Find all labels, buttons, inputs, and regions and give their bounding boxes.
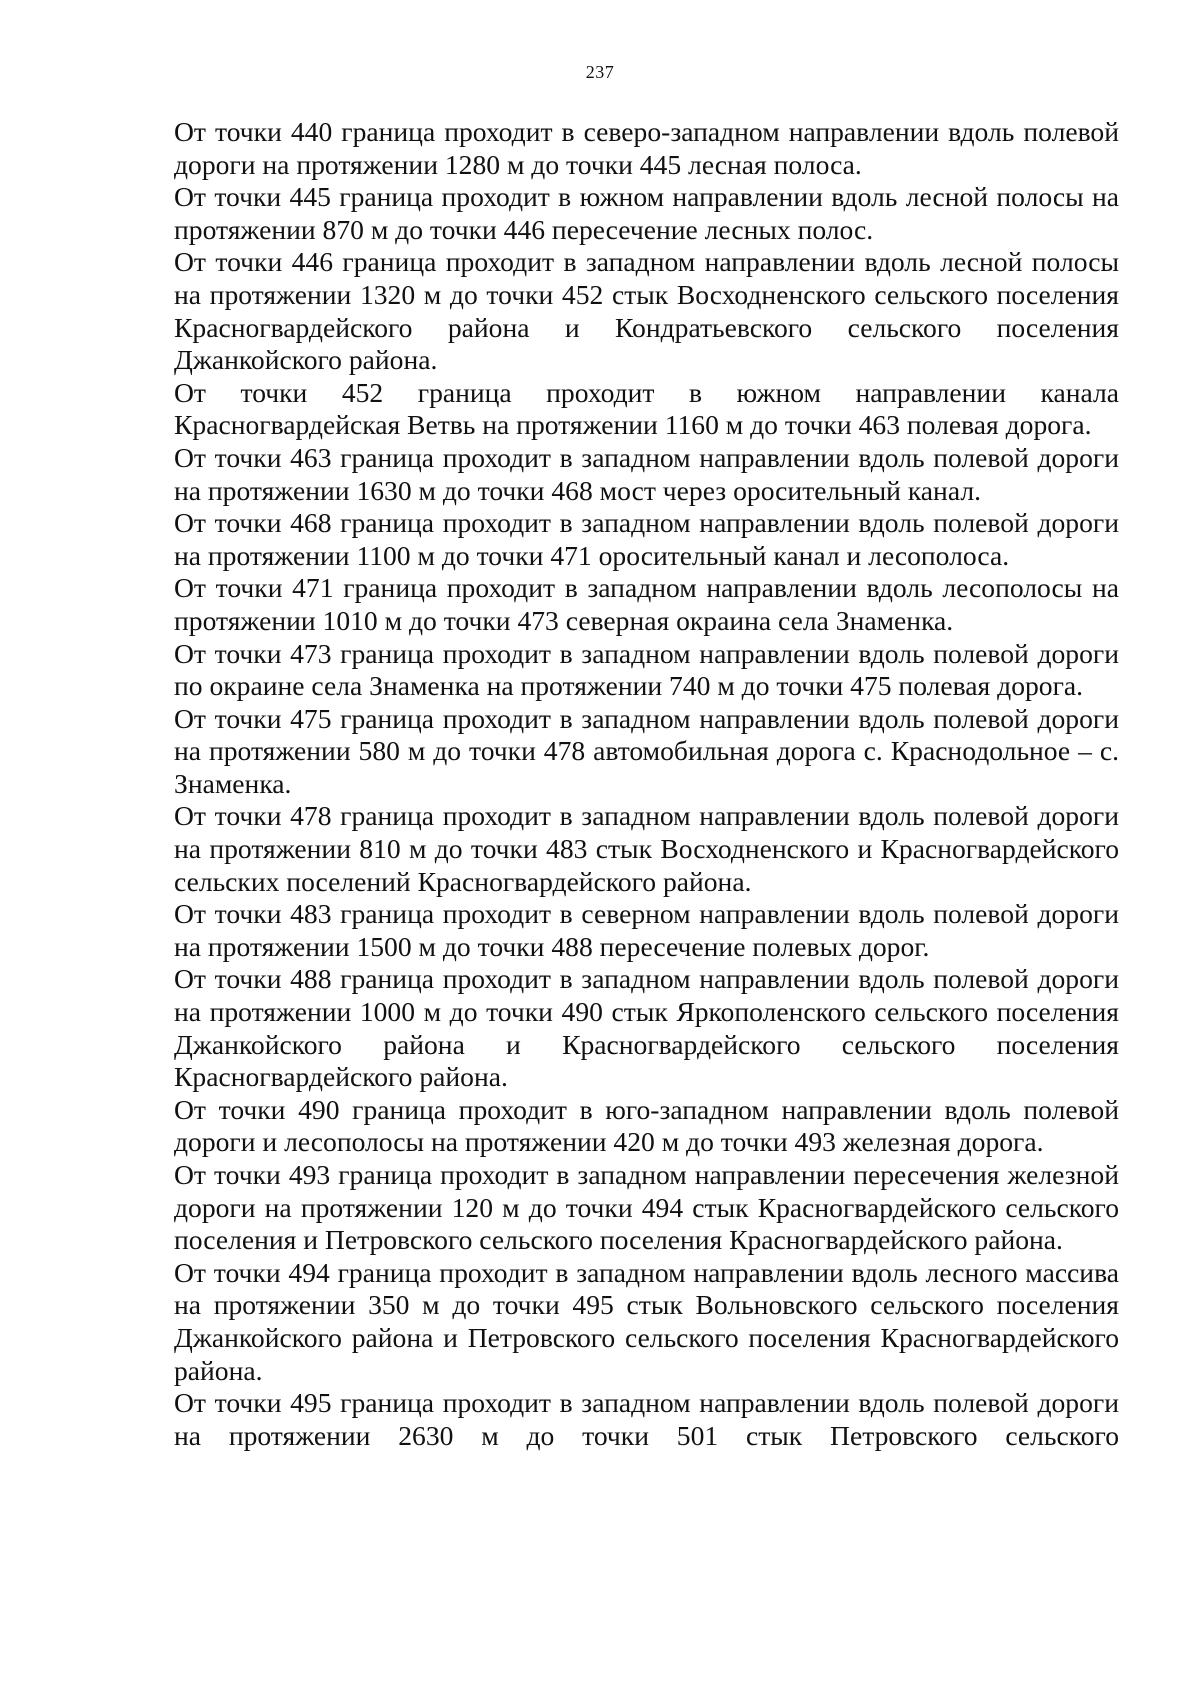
paragraph: От точки 471 граница проходит в западном направлении вдоль лесополосы на протяжении 1010 м до точки 473 северная окраина села Знаменка. (174, 572, 1119, 636)
paragraph: От точки 473 граница проходит в западном направлении вдоль полевой дороги по окраине села Знаменка на протяжении 740 м до точки 475 полевая дорога. (174, 637, 1119, 702)
paragraph: От точки 440 граница проходит в северо-западном направлении вдоль полевой дороги на протяжении 1280 м до точки 445 лесная полоса. (174, 116, 1119, 180)
paragraph: От точки 475 граница проходит в западном направлении вдоль полевой дороги на протяжении 580 м до точки 478 автомобильная дорога с. Краснодольное – с. Знаменка. (174, 702, 1119, 799)
paragraph: От точки 494 граница проходит в западном направлении вдоль лесного массива на протяжении 350 м до точки 495 стык Вольновского сельского поселения Джанкойского района и Петровского сельского поселения Красногвардейского района. (174, 1256, 1119, 1386)
paragraph: От точки 483 граница проходит в северном направлении вдоль полевой дороги на протяжении 1500 м до точки 488 пересечение полевых дорог. (174, 898, 1119, 962)
document-body (174, 116, 1119, 1452)
paragraph: От точки 452 граница проходит в южном направлении канала Красногвардейская Ветвь на протяжении 1160 м до точки 463 полевая дорога. (174, 376, 1119, 441)
paragraph: От точки 490 граница проходит в юго-западном направлении вдоль полевой дороги и лесополосы на протяжении 420 м до точки 493 железная дорога. (174, 1093, 1119, 1158)
paragraph: От точки 488 граница проходит в западном направлении вдоль полевой дороги на протяжении 1000 м до точки 490 стык Яркополенского сельского поселения Джанкойского района и Красногвардейского сельского поселения Красногвардейского района. (174, 963, 1119, 1093)
paragraph: От точки 446 граница проходит в западном направлении вдоль лесной полосы на протяжении 1320 м до точки 452 стык Восходненского сельского поселения Красногвардейского района и Кондратьевского сельского поселения Джанкойского района. (174, 246, 1119, 376)
page-number: 237 (585, 62, 615, 82)
paragraph: От точки 478 граница проходит в западном направлении вдоль полевой дороги на протяжении 810 м до точки 483 стык Восходненского и Красногвардейского сельских поселений Красногвардейского района. (174, 800, 1119, 897)
paragraph: От точки 468 граница проходит в западном направлении вдоль полевой дороги на протяжении 1100 м до точки 471 оросительный канал и лесополоса. (174, 507, 1119, 571)
paragraph: От точки 493 граница проходит в западном направлении пересечения железной дороги на протяжении 120 м до точки 494 стык Красногвардейского сельского поселения и Петровского сельского поселения Красногвардейского района. (174, 1159, 1119, 1256)
paragraph: От точки 445 граница проходит в южном направлении вдоль лесной полосы на протяжении 870 м до точки 446 пересечение лесных полос. (174, 181, 1119, 245)
paragraph-last: От точки 495 граница проходит в западном направлении вдоль полевой дороги на протяжении 2630 м до точки 501 стык Петровского сельского (174, 1387, 1119, 1451)
paragraph: От точки 463 граница проходит в западном направлении вдоль полевой дороги на протяжении 1630 м до точки 468 мост через оросительный канал. (174, 441, 1119, 506)
